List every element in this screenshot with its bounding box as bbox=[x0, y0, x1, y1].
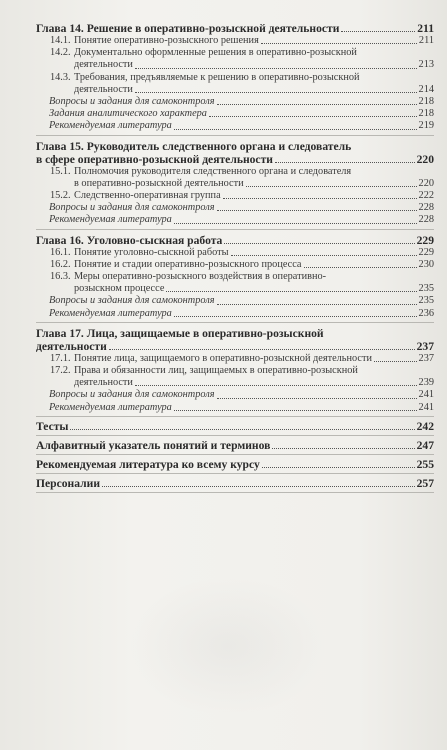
leader-dots bbox=[261, 43, 417, 44]
entry-title: Тесты bbox=[36, 419, 69, 433]
section-title-line2: деятельности bbox=[74, 83, 133, 95]
leader-dots bbox=[174, 316, 417, 317]
leader-dots bbox=[217, 104, 417, 105]
section-title-line1: Полномочия руководителя следственного органа и следователя bbox=[74, 165, 352, 177]
page-number: 214 bbox=[418, 83, 434, 95]
index-block bbox=[36, 436, 434, 455]
chapter-14-heading[interactable] bbox=[36, 22, 434, 35]
leader-dots bbox=[102, 486, 415, 487]
section-16-2[interactable] bbox=[36, 259, 434, 271]
tests-block bbox=[36, 417, 434, 436]
index-entry[interactable] bbox=[36, 439, 434, 452]
leader-dots bbox=[217, 210, 417, 211]
section-17-2[interactable] bbox=[36, 365, 434, 389]
leader-dots bbox=[272, 448, 414, 449]
page-number: 218 bbox=[418, 96, 434, 108]
entry-title: Рекомендуемая литература bbox=[49, 214, 172, 226]
leader-dots bbox=[135, 92, 417, 93]
entry-title: Рекомендуемая литература bbox=[49, 307, 172, 319]
page-number: 235 bbox=[418, 283, 434, 295]
entry-title: Персоналии bbox=[36, 476, 100, 490]
page-number: 211 bbox=[417, 22, 434, 35]
self-check-questions-15[interactable] bbox=[36, 202, 434, 214]
chapter-17-heading[interactable] bbox=[36, 327, 434, 353]
page-number: 228 bbox=[418, 214, 434, 226]
page-number: 247 bbox=[416, 438, 434, 452]
recommended-literature-16[interactable] bbox=[36, 308, 434, 320]
page-number: 220 bbox=[416, 152, 434, 166]
section-title-line1: Меры оперативно-розыскного воздействия в оперативно- bbox=[74, 271, 327, 283]
entry-title: Рекомендуемая литература ко всему курсу bbox=[36, 457, 260, 471]
entry-title: Рекомендуемая литература bbox=[49, 120, 172, 132]
entry-title: Вопросы и задания для самоконтроля bbox=[49, 202, 215, 214]
section-15-2[interactable] bbox=[36, 190, 434, 202]
chapter-14-block bbox=[36, 22, 434, 136]
page-number: 218 bbox=[418, 108, 434, 120]
page-number: 242 bbox=[416, 419, 434, 433]
chapter-17-block bbox=[36, 323, 434, 417]
page-number: 237 bbox=[416, 339, 434, 353]
persons-block bbox=[36, 474, 434, 493]
page-smudge bbox=[128, 576, 328, 716]
chapter-title-line1: Глава 17. Лица, защищаемые в оперативно-розыскной bbox=[36, 326, 324, 340]
leader-dots bbox=[246, 186, 417, 187]
tests-entry[interactable] bbox=[36, 420, 434, 433]
self-check-questions-16[interactable] bbox=[36, 295, 434, 307]
chapter-16-heading[interactable] bbox=[36, 234, 434, 247]
page-number: 257 bbox=[416, 476, 434, 490]
section-title-line2: в оперативно-розыскной деятельности bbox=[74, 177, 244, 189]
page-number: 239 bbox=[418, 377, 434, 389]
section-number: 14.1. bbox=[50, 35, 71, 46]
section-number: 14.2. bbox=[50, 47, 71, 59]
recommended-literature-17[interactable] bbox=[36, 402, 434, 414]
table-of-contents bbox=[36, 22, 434, 493]
bibliography-block bbox=[36, 455, 434, 474]
page-number: 230 bbox=[418, 258, 434, 270]
leader-dots bbox=[174, 129, 417, 130]
section-number: 15.2. bbox=[50, 190, 71, 202]
self-check-questions-14[interactable] bbox=[36, 96, 434, 108]
leader-dots bbox=[217, 398, 417, 399]
leader-dots bbox=[224, 243, 414, 244]
chapter-title-line1: Глава 15. Руководитель следственного органа и следователь bbox=[36, 139, 352, 153]
entry-title: Рекомендуемая литература bbox=[49, 401, 172, 413]
section-14-3[interactable] bbox=[36, 72, 434, 96]
section-title-line2: розыскном процессе bbox=[74, 283, 165, 295]
section-title: Понятие оперативно-розыскного решения bbox=[74, 35, 259, 46]
section-16-1[interactable] bbox=[36, 247, 434, 259]
leader-dots bbox=[174, 410, 417, 411]
section-title: Понятие лица, защищаемого в оперативно-розыскной деятельности bbox=[74, 352, 372, 364]
leader-dots bbox=[209, 116, 417, 117]
leader-dots bbox=[174, 223, 417, 224]
leader-dots bbox=[341, 31, 415, 32]
section-number: 14.3. bbox=[50, 71, 71, 83]
page-number: 241 bbox=[418, 401, 434, 413]
entry-title: Алфавитный указатель понятий и терминов bbox=[36, 438, 271, 452]
section-number: 17.1. bbox=[50, 352, 71, 364]
section-title-line1: Документально оформленные решения в оперативно-розыскной bbox=[74, 47, 357, 59]
page-number: 241 bbox=[418, 389, 434, 401]
leader-dots bbox=[70, 429, 414, 430]
section-title: Понятие уголовно-сыскной работы bbox=[74, 246, 229, 258]
leader-dots bbox=[166, 291, 416, 292]
leader-dots bbox=[374, 361, 417, 362]
section-title-line1: Требования, предъявляемые к решению в оперативно-розыскной bbox=[74, 71, 360, 83]
page-number: 222 bbox=[418, 190, 434, 202]
analytic-tasks-14[interactable] bbox=[36, 108, 434, 120]
section-14-1[interactable] bbox=[36, 35, 434, 47]
entry-title: Вопросы и задания для самоконтроля bbox=[49, 96, 215, 108]
section-number: 16.1. bbox=[50, 246, 71, 258]
page-number: 219 bbox=[418, 120, 434, 132]
recommended-literature-14[interactable] bbox=[36, 120, 434, 132]
page-number: 255 bbox=[416, 457, 434, 471]
leader-dots bbox=[262, 467, 415, 468]
entry-title: Вопросы и задания для самоконтроля bbox=[49, 389, 215, 401]
leader-dots bbox=[304, 267, 417, 268]
leader-dots bbox=[135, 385, 417, 386]
self-check-questions-17[interactable] bbox=[36, 389, 434, 401]
section-14-2[interactable] bbox=[36, 47, 434, 71]
page-number: 236 bbox=[418, 307, 434, 319]
section-17-1[interactable] bbox=[36, 353, 434, 365]
persons-entry[interactable] bbox=[36, 477, 434, 490]
page-number: 237 bbox=[418, 352, 434, 364]
chapter-title-line2: деятельности bbox=[36, 339, 107, 353]
leader-dots bbox=[109, 349, 415, 350]
section-15-1[interactable] bbox=[36, 166, 434, 190]
section-16-3[interactable] bbox=[36, 271, 434, 295]
chapter-title-line2: в сфере оперативно-розыскной деятельности bbox=[36, 152, 273, 166]
chapter-title: Глава 14. Решение в оперативно-розыскной деятельности bbox=[36, 22, 340, 35]
leader-dots bbox=[275, 162, 415, 163]
leader-dots bbox=[231, 255, 417, 256]
section-title-line2: деятельности bbox=[74, 377, 133, 389]
chapter-15-heading[interactable] bbox=[36, 140, 434, 166]
page-number: 228 bbox=[418, 202, 434, 214]
leader-dots bbox=[217, 304, 417, 305]
page-number: 229 bbox=[418, 246, 434, 258]
page-number: 213 bbox=[418, 59, 434, 71]
chapter-16-block bbox=[36, 230, 434, 323]
section-number: 15.1. bbox=[50, 165, 71, 177]
chapter-title: Глава 16. Уголовно-сыскная работа bbox=[36, 233, 223, 247]
page-number: 220 bbox=[418, 177, 434, 189]
section-title: Следственно-оперативная группа bbox=[74, 190, 221, 202]
entry-title: Вопросы и задания для самоконтроля bbox=[49, 295, 215, 307]
leader-dots bbox=[135, 68, 417, 69]
section-number: 17.2. bbox=[50, 365, 71, 377]
leader-dots bbox=[223, 198, 417, 199]
recommended-literature-15[interactable] bbox=[36, 214, 434, 226]
section-title-line2: деятельности bbox=[74, 59, 133, 71]
section-number: 16.3. bbox=[50, 271, 71, 283]
section-title: Понятие и стадии оперативно-розыскного процесса bbox=[74, 258, 302, 270]
chapter-15-block bbox=[36, 136, 434, 230]
page-number: 235 bbox=[418, 295, 434, 307]
page-number: 229 bbox=[416, 233, 434, 247]
entry-title: Задания аналитического характера bbox=[49, 108, 207, 120]
section-number: 16.2. bbox=[50, 258, 71, 270]
bibliography-entry[interactable] bbox=[36, 458, 434, 471]
section-title-line1: Права и обязанности лиц, защищаемых в оперативно-розыскной bbox=[74, 365, 358, 377]
page-number: 211 bbox=[418, 35, 434, 46]
